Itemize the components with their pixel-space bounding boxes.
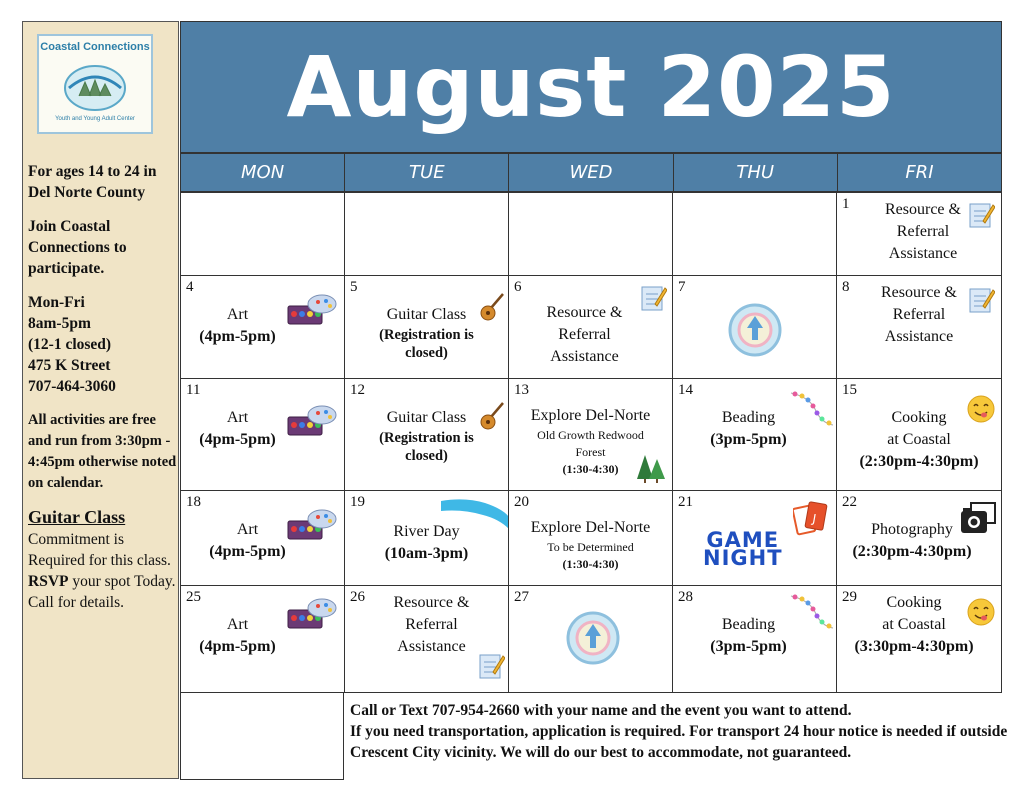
empty-cell: [180, 192, 345, 276]
event-resource-referral: Resource & Referral Assistance: [881, 284, 957, 345]
event-explore-del-norte: Explore Del-Norte To be Determined (1:30-4:30): [530, 519, 651, 571]
date-number: 15: [842, 382, 857, 398]
day-thu: THU: [674, 154, 838, 191]
empty-cell: [508, 192, 673, 276]
playing-cards-icon: [793, 501, 831, 537]
event-resource-referral: Resource & Referral Assistance: [546, 304, 623, 365]
art-palette-icon: [286, 507, 338, 541]
beads-icon: [789, 592, 835, 632]
date-number: 20: [514, 494, 529, 510]
sidebar: [22, 21, 179, 779]
empty-footer-cell: [180, 692, 344, 780]
date-number: 12: [350, 382, 365, 398]
svg-text:Coastal Connections: Coastal Connections: [40, 41, 150, 53]
date-number: 21: [678, 494, 693, 510]
art-palette-icon: [286, 403, 338, 437]
guitar-icon: [479, 292, 505, 322]
notepad-icon: [969, 286, 995, 314]
date-number: 29: [842, 589, 857, 605]
event-resource-referral: Resource & Referral Assistance: [885, 201, 961, 262]
day-cell-21: [672, 490, 837, 586]
event-resource-referral: Resource & Referral Assistance: [393, 594, 470, 655]
event-beading: Beading (3pm-5pm): [710, 409, 787, 448]
weekday-header: [180, 153, 1002, 192]
day-cell-14: [672, 378, 837, 491]
day-cell-4: [180, 275, 345, 379]
date-number: 7: [678, 279, 686, 295]
date-number: 13: [514, 382, 529, 398]
beads-icon: [789, 389, 835, 429]
footer-notes: [350, 700, 1010, 763]
date-number: 28: [678, 589, 693, 605]
date-number: 11: [186, 382, 201, 398]
day-cell-29: [836, 585, 1002, 693]
event-art: Art (4pm-5pm): [199, 409, 276, 448]
date-number: 4: [186, 279, 194, 295]
date-number: 19: [350, 494, 365, 510]
camera-photos-icon: [959, 501, 997, 537]
day-cell-26: [344, 585, 509, 693]
day-cell-25: [180, 585, 345, 693]
day-cell-27: [508, 585, 673, 693]
notepad-icon: [641, 284, 667, 312]
empty-cell: [672, 192, 837, 276]
day-wed: WED: [509, 154, 673, 191]
forest-trees-icon: [635, 453, 667, 483]
date-number: 26: [350, 589, 365, 605]
date-number: 6: [514, 279, 522, 295]
day-cell-6: [508, 275, 673, 379]
day-cell-7: [672, 275, 837, 379]
day-tue: TUE: [345, 154, 509, 191]
day-cell-20: [508, 490, 673, 586]
svg-text:Youth and Young Adult Center: Youth and Young Adult Center: [55, 116, 135, 122]
event-photography: Photography (2:30pm-4:30pm): [852, 521, 972, 560]
game-night-logo: GAME NIGHT: [703, 528, 783, 570]
event-cooking: Cooking at Coastal (2:30pm-4:30pm): [859, 409, 979, 470]
month-title: August 2025: [286, 38, 896, 136]
date-number: 27: [514, 589, 529, 605]
coastal-connections-logo: [37, 34, 153, 134]
day-cell-22: [836, 490, 1002, 586]
date-number: 22: [842, 494, 857, 510]
guitar-class-heading: Guitar Class: [28, 507, 126, 527]
sidebar-info: [28, 161, 178, 626]
day-cell-18: [180, 490, 345, 586]
day-cell-19: [344, 490, 509, 586]
date-number: 18: [186, 494, 201, 510]
art-palette-icon: [286, 596, 338, 630]
event-art: Art (4pm-5pm): [199, 616, 276, 655]
guitar-icon: [479, 401, 505, 431]
day-cell-11: [180, 378, 345, 491]
event-art: Art (4pm-5pm): [199, 306, 276, 345]
event-explore-del-norte: Explore Del-Norte Old Growth Redwood Forest (1:30-4:30): [530, 407, 651, 476]
event-river-day: River Day (10am-3pm): [384, 523, 469, 562]
date-number: 1: [842, 196, 850, 212]
yum-face-emoji-icon: [967, 395, 995, 423]
day-cell-1: [836, 192, 1002, 276]
day-cell-5: [344, 275, 509, 379]
coastal-connections-emblem-icon: [727, 302, 783, 358]
month-banner: [180, 21, 1002, 153]
event-guitar-class: Guitar Class (Registration is closed): [379, 409, 474, 464]
event-cooking: Cooking at Coastal (3:30pm-4:30pm): [854, 594, 974, 655]
day-cell-28: [672, 585, 837, 693]
yum-face-emoji-icon: [967, 598, 995, 626]
contact-note: Call or Text 707-954-2660 with your name and the event you want to attend.: [350, 702, 852, 719]
day-fri: FRI: [905, 162, 934, 183]
transport-note: If you need transportation, application is required. For transport 24 hour notice is needed if outside Crescent City vicinity. We will do our best to accommodate, not guaranteed.: [350, 723, 1008, 761]
address: 475 K Street: [28, 357, 111, 374]
svg-text:J: J: [811, 511, 818, 526]
event-beading: Beading (3pm-5pm): [710, 616, 787, 655]
activities-note: All activities are free and run from 3:30pm - 4:45pm otherwise noted on calendar.: [28, 412, 177, 491]
date-number: 8: [842, 279, 850, 295]
day-cell-12: [344, 378, 509, 491]
date-number: 14: [678, 382, 693, 398]
day-cell-15: [836, 378, 1002, 491]
event-art: Art (4pm-5pm): [209, 521, 286, 560]
age-range: For ages 14 to 24 in Del Norte County: [28, 163, 157, 201]
phone: 707-464-3060: [28, 378, 116, 395]
day-mon: MON: [181, 154, 345, 191]
guitar-class-note: Commitment is Required for this class. RSVP your spot Today. Call for details.: [28, 531, 176, 611]
day-cell-13: [508, 378, 673, 491]
art-palette-icon: [286, 292, 338, 326]
join-text: Join Coastal Connections to participate.: [28, 218, 127, 277]
notepad-icon: [969, 201, 995, 229]
date-number: 5: [350, 279, 358, 295]
coastal-connections-emblem-icon: [565, 610, 621, 666]
event-guitar-class: Guitar Class (Registration is closed): [379, 306, 474, 361]
day-cell-8: [836, 275, 1002, 379]
empty-cell: [344, 192, 509, 276]
notepad-icon: [479, 652, 505, 680]
hours-block: Mon-Fri 8am-5pm (12-1 closed) 475 K Street 707-464-3060: [28, 294, 116, 395]
date-number: 25: [186, 589, 201, 605]
